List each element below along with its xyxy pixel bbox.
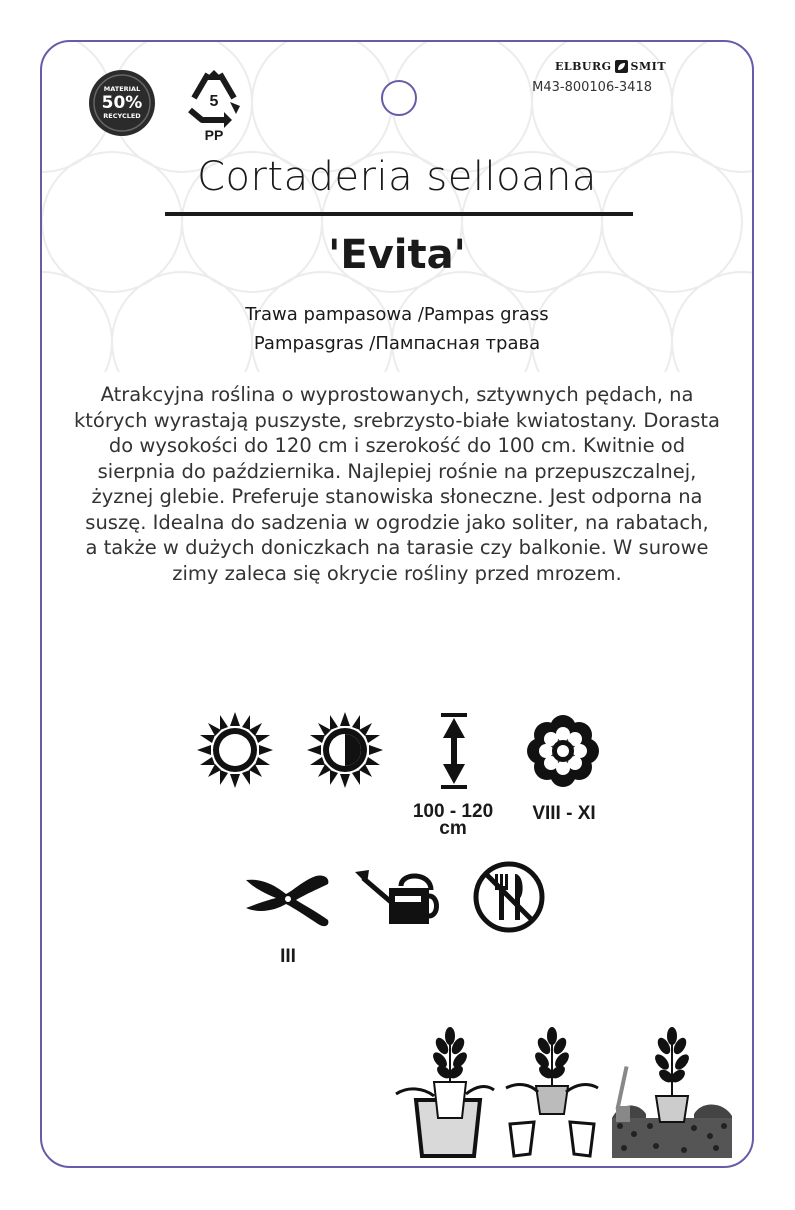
latin-name: Cortaderia selloana bbox=[197, 154, 597, 200]
brand-name-right: SMIT bbox=[630, 60, 666, 73]
flower-icon bbox=[526, 714, 600, 788]
hanging-hole bbox=[381, 80, 417, 116]
brand-name-left: ELBURG bbox=[555, 60, 612, 73]
planting-step-2-icon bbox=[506, 1027, 598, 1156]
title-divider bbox=[165, 212, 633, 216]
description-line: a także w dużych doniczkach na tarasie czy balkonie. W surowe bbox=[85, 536, 709, 559]
plant-label-card bbox=[40, 40, 754, 1168]
planting-instructions-illustration bbox=[394, 1022, 734, 1162]
height-arrow-icon bbox=[439, 712, 469, 790]
description-line: suszę. Idealna do sadzenia w ogrodzie jako soliter, na rabatach, bbox=[85, 510, 709, 534]
height-label bbox=[397, 803, 509, 837]
product-code: M43-800106-3418 bbox=[532, 80, 652, 95]
brand-logo bbox=[555, 60, 666, 73]
cultivar-name: 'Evita' bbox=[328, 232, 466, 278]
svg-text:RECYCLED: RECYCLED bbox=[103, 112, 141, 120]
svg-text:5: 5 bbox=[209, 93, 219, 110]
description bbox=[70, 382, 724, 586]
description-line: których wyrastają puszyste, srebrzysto-białe kwiatostany. Dorasta bbox=[73, 408, 720, 432]
description-line: Atrakcyjna roślina o wyprostowanych, sztywnych pędach, na bbox=[100, 383, 694, 406]
recycle-pp-icon bbox=[182, 66, 246, 142]
full-sun-icon bbox=[197, 712, 273, 788]
partial-sun-icon bbox=[307, 712, 383, 788]
not-edible-icon bbox=[472, 860, 546, 934]
watering-can-icon bbox=[355, 870, 441, 928]
svg-text:MATERIAL: MATERIAL bbox=[103, 85, 141, 93]
pruning-label: III bbox=[280, 946, 296, 967]
pruning-shears-icon bbox=[242, 870, 334, 928]
recycled-material-badge bbox=[88, 69, 156, 137]
common-name-2: Pampasgras /Пампасная трава bbox=[253, 333, 541, 354]
description-line: do wysokości do 120 cm i szerokość do 100 cm. Kwitnie od bbox=[108, 434, 686, 457]
common-name-1: Trawa pampasowa /Pampas grass bbox=[245, 304, 549, 325]
planting-step-1-icon bbox=[396, 1027, 494, 1156]
height-unit: cm bbox=[439, 818, 467, 839]
description-line: żyznej glebie. Preferuje stanowiska słoneczne. Jest odporna na bbox=[91, 485, 703, 508]
bloom-label: VIII - XI bbox=[532, 803, 596, 824]
brand-leaf-icon bbox=[615, 60, 628, 73]
description-line: zimy zaleca się okrycie rośliny przed mrozem. bbox=[172, 561, 622, 585]
svg-text:PP: PP bbox=[204, 127, 224, 142]
height-value: 100 - 120 bbox=[412, 801, 494, 822]
description-line: sierpnia do października. Najlepiej rośnie na przepuszczalnej, bbox=[97, 459, 697, 483]
svg-text:50%: 50% bbox=[101, 93, 143, 113]
planting-step-3-icon bbox=[612, 1027, 732, 1158]
